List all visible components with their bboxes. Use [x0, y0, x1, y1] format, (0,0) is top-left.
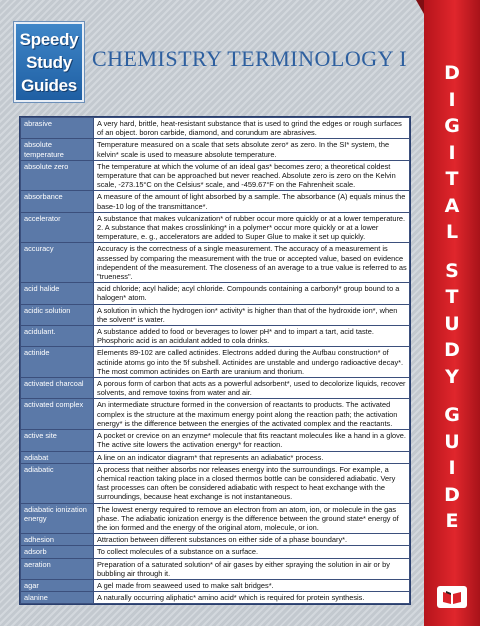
- term-cell: alanine: [21, 592, 94, 604]
- definition-cell: A substance that makes vulcanization* of rubber occur more quickly or at a lower temperature. 2. A substance that makes crosslinking* in a polymer* occur more quickly or at a lower temperature, e. g., accelerators are added to Super Glue to make it set up quickly.: [94, 212, 410, 243]
- term-cell: adhesion: [21, 534, 94, 546]
- speedy-study-guides-logo: [14, 22, 84, 102]
- term-cell: adiabatic: [21, 463, 94, 503]
- term-cell: acid halide: [21, 283, 94, 304]
- table-row: [21, 546, 410, 558]
- definition-cell: Accuracy is the correctness of a single measurement. The accuracy of a measurement is assessed by comparing the measurement with the true or accepted value, based on evidence independent of the measurement. The closeness of an average to a true value is referred to as "trueness".: [94, 243, 410, 283]
- table-row: [21, 326, 410, 347]
- table-row: [21, 430, 410, 451]
- ribbon-letter: I: [448, 88, 456, 111]
- page-title: CHEMISTRY TERMINOLOGY I: [92, 46, 408, 71]
- definition-cell: A substance added to food or beverages to lower pH* and to impart a tart, acid taste. Phosphoric acid is an acidulant added to cola drinks.: [94, 326, 410, 347]
- definition-cell: The lowest energy required to remove an electron from an atom, ion, or molecule in the gas phase. The adiabatic ionization energy is the difference between the ground state* energy of the ion formed and the energy of the original atom, molecule, or ion.: [94, 503, 410, 534]
- table-row: [21, 212, 410, 243]
- definition-cell: Preparation of a saturated solution* of air gases by either spraying the solution in air or by bubbling air through it.: [94, 558, 410, 579]
- term-cell: active site: [21, 430, 94, 451]
- definition-cell: A pocket or crevice on an enzyme* molecule that fits reactant molecules like a hand in a glove. The active site lowers the activation energy* for reaction.: [94, 430, 410, 451]
- term-cell: aeration: [21, 558, 94, 579]
- logo-line-1: Speedy: [19, 29, 79, 49]
- table-row: [21, 191, 410, 212]
- ribbon-letter: I: [448, 141, 456, 164]
- definition-cell: A process that neither absorbs nor releases energy into the surroundings. For example, a chemical reaction taking place in a closed thermos bottle can be considered adiabatic. Very fast processes can often be considered adiabatic with respect to heat exchange with the surroundings, because heat exchange is not instantaneous.: [94, 463, 410, 503]
- table-row: [21, 283, 410, 304]
- table-row: [21, 534, 410, 546]
- definition-cell: Attraction between different substances on either side of a phase boundary*.: [94, 534, 410, 546]
- definition-cell: A solution in which the hydrogen ion* activity* is higher than that of the hydroxide ion*, when the solvent* is water.: [94, 304, 410, 325]
- ribbon-fold: [416, 0, 424, 14]
- definition-cell: An intermediate structure formed in the conversion of reactants to products. The activated complex is the structure at the maximum energy point along the reaction path; the activation energy* is the difference between the energies of the activated complex and the reactants.: [94, 399, 410, 430]
- ribbon-letter: E: [445, 510, 459, 532]
- table-row: [21, 579, 410, 591]
- definition-cell: acid chloride; acyl halide; acyl chloride. Compounds containing a carbonyl* group bound to a halogen* atom.: [94, 283, 410, 304]
- digital-study-guide-ribbon: [424, 0, 480, 626]
- table-row: [21, 243, 410, 283]
- ribbon-letter: Y: [445, 365, 459, 388]
- table-row: [21, 160, 410, 191]
- term-cell: agar: [21, 579, 94, 591]
- term-cell: accuracy: [21, 243, 94, 283]
- term-cell: accelerator: [21, 212, 94, 243]
- ribbon-letter: A: [444, 194, 460, 217]
- term-cell: actinide: [21, 347, 94, 378]
- table-row: [21, 558, 410, 579]
- logo-line-3: Guides: [21, 75, 77, 95]
- definition-cell: The temperature at which the volume of an ideal gas* becomes zero; a theoretical coldest temperature that can be approached but never reached. Absolute zero is zero on the Kelvin scale, -273.15°C on the Celsius* scale, and -459.67°F on the Fahrenheit scale.: [94, 160, 410, 191]
- term-cell: adiabatic ionization energy: [21, 503, 94, 534]
- term-cell: absolute zero: [21, 160, 94, 191]
- ribbon-letter: T: [445, 168, 459, 190]
- definition-cell: A gel made from seaweed used to make salt bridges*.: [94, 579, 410, 591]
- publisher-book-icon: [437, 586, 467, 608]
- ribbon-letter: U: [444, 312, 460, 335]
- ribbon-text: [424, 60, 480, 535]
- ribbon-letter: U: [444, 430, 460, 453]
- definition-cell: Temperature measured on a scale that sets absolute zero* as zero. In the SI* system, the kelvin* scale is used to measure absolute temperature.: [94, 139, 410, 160]
- ribbon-letter: D: [444, 483, 460, 506]
- table-row: [21, 399, 410, 430]
- ribbon-letter: T: [445, 286, 459, 308]
- table-row: [21, 378, 410, 399]
- term-cell: absolute temperature: [21, 139, 94, 160]
- table-row: [21, 503, 410, 534]
- definition-cell: A porous form of carbon that acts as a powerful adsorbent*, used to decolorize liquids, recover solvents, and remove toxins from water and air.: [94, 378, 410, 399]
- definition-cell: A naturally occurring aliphatic* amino acid* which is required for protein synthesis.: [94, 592, 410, 604]
- ribbon-letter: D: [444, 339, 460, 361]
- definition-cell: A measure of the amount of light absorbed by a sample. The absorbance (A) equals minus the base-10 log of the transmittance*.: [94, 191, 410, 212]
- table-row: [21, 347, 410, 378]
- table-row: [21, 139, 410, 160]
- table-row: [21, 304, 410, 325]
- term-cell: abrasive: [21, 118, 94, 139]
- table-row: [21, 118, 410, 139]
- ribbon-letter: I: [448, 457, 456, 479]
- table-row: [21, 463, 410, 503]
- ribbon-letter: D: [444, 62, 460, 84]
- logo-line-2: Study: [26, 52, 72, 72]
- terminology-table: [19, 116, 411, 605]
- definition-cell: To collect molecules of a substance on a surface.: [94, 546, 410, 558]
- term-cell: acidulant.: [21, 326, 94, 347]
- table-row: [21, 592, 410, 604]
- term-cell: acidic solution: [21, 304, 94, 325]
- definition-cell: A very hard, brittle, heat-resistant substance that is used to grind the edges or rough surfaces of an object. boron carbide, diamond, and corundum are abrasives.: [94, 118, 410, 139]
- term-cell: activated charcoal: [21, 378, 94, 399]
- term-cell: adsorb: [21, 546, 94, 558]
- term-cell: adiabat: [21, 451, 94, 463]
- ribbon-letter: G: [444, 115, 460, 137]
- term-cell: activated complex: [21, 399, 94, 430]
- ribbon-letter: G: [444, 404, 460, 426]
- definition-cell: Elements 89-102 are called actinides. Electrons added during the Aufbau construction* of actinide atoms go into the 5f subshell. Actinides are unstable and undergo radioactive decay*. The most common actinides on Earth are uranium and thorium.: [94, 347, 410, 378]
- table-row: [21, 451, 410, 463]
- ribbon-letter: L: [445, 221, 459, 243]
- ribbon-letter: S: [445, 259, 459, 282]
- term-cell: absorbance: [21, 191, 94, 212]
- definition-cell: A line on an indicator diagram* that represents an adiabatic* process.: [94, 451, 410, 463]
